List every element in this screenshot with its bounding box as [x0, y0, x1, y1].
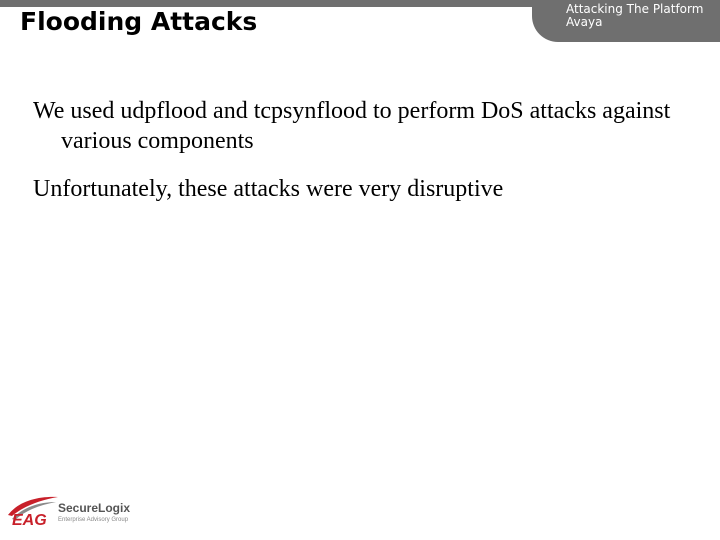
header-tab — [532, 0, 720, 42]
slide-title: Flooding Attacks — [20, 7, 258, 36]
bullet-item: Unfortunately, these attacks were very disruptive — [33, 176, 504, 202]
bullet-item: We used udpflood and tcpsynflood to perform DoS attacks against various components — [33, 98, 671, 154]
header-subtitle-text: Avaya — [566, 15, 603, 29]
logo-company-name: SecureLogix — [58, 501, 131, 515]
logo-tagline: Enterprise Advisory Group — [58, 517, 129, 523]
logo-mark: EAG — [12, 512, 47, 528]
header-title-text: Attacking The Platform — [566, 2, 704, 16]
securelogix-logo — [6, 494, 138, 528]
bullet-list — [33, 96, 703, 222]
